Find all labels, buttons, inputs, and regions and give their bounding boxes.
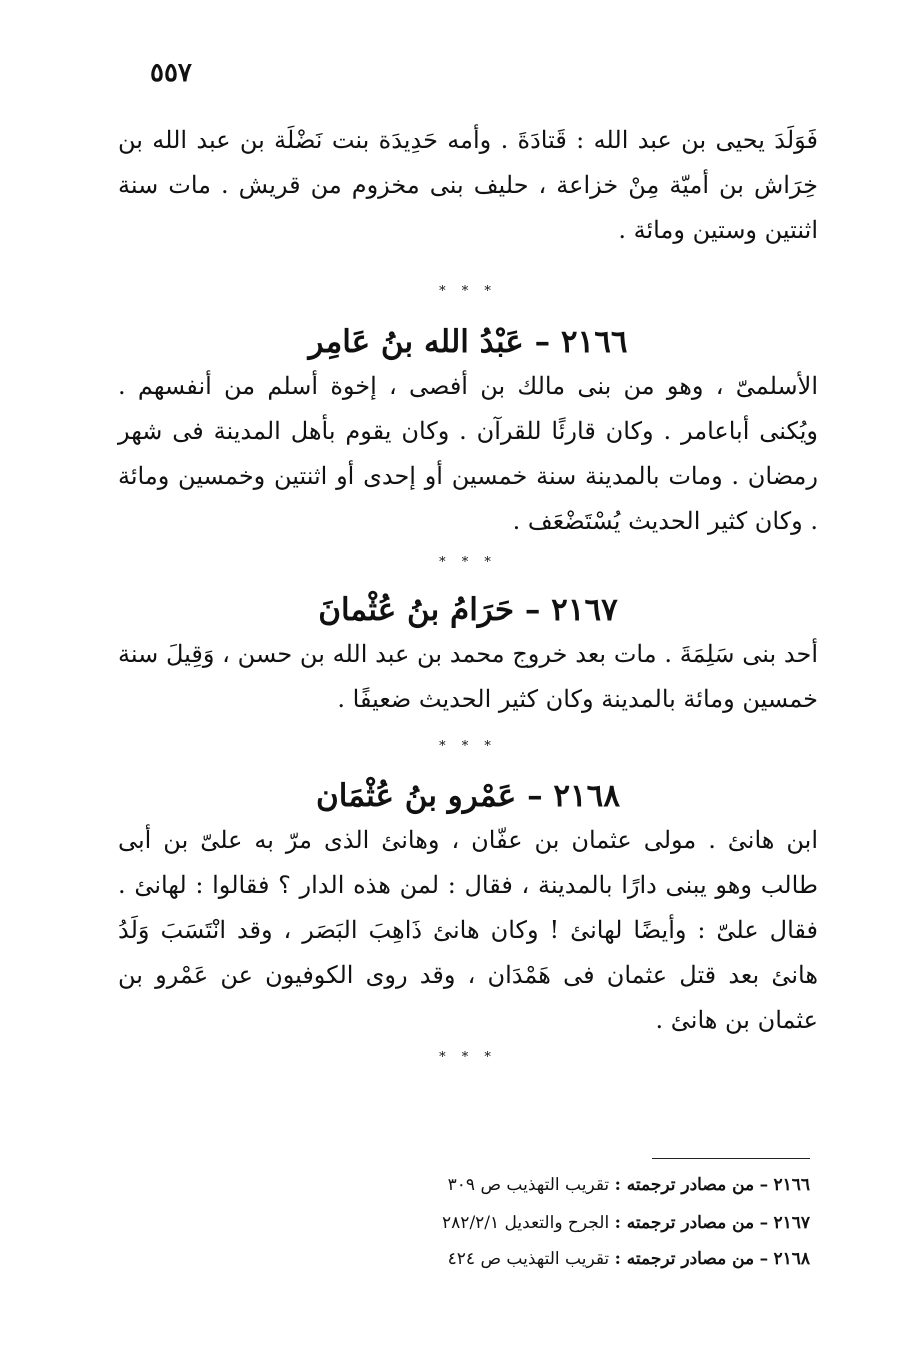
footnote-source: تقريب التهذيب ص ٤٢٤: [447, 1249, 610, 1269]
footnote-dash: –: [759, 1213, 769, 1233]
footnote-label: من مصادر ترجمته :: [614, 1213, 755, 1233]
entry-text-2167: أحد بنى سَلِمَةَ . مات بعد خروج محمد بن عبد الله بن حسن ، وَقِيلَ سنة خمسين ومائة بالمدينة وكان كثير الحديث ضعيفًا .: [118, 640, 818, 713]
entry-text-2166: الأسلمىّ ، وهو من بنى مالك بن أفصى ، إخوة أسلم من أنفسهم . ويُكنى أباعامر . وكان قارئًا للقرآن . وكان يقوم بأهل المدينة فى شهر رمضان . ومات بالمدينة سنة خمسين أو إحدى أو اثنتين وخمسين ومائة . وكان كثير الحديث يُسْتَضْعَف .: [118, 372, 819, 535]
footnote-number: ٢١٦٨: [773, 1249, 810, 1269]
footnote-label: من مصادر ترجمته :: [614, 1249, 755, 1269]
footnote-source: الجرح والتعديل ٢٨٢/٢/١: [442, 1213, 610, 1233]
footnote-label: من مصادر ترجمته :: [614, 1175, 755, 1195]
footnote-number: ٢١٦٧: [773, 1213, 810, 1233]
entry-heading-2167: ٢١٦٧ – حَرَامُ بنُ عُثْمانَ: [318, 592, 618, 628]
footnote-number: ٢١٦٦: [773, 1175, 810, 1195]
section-separator: * * *: [439, 1050, 497, 1065]
page-number: ٥٥٧: [150, 58, 192, 88]
section-separator: * * *: [439, 739, 497, 754]
entry-heading-2166: ٢١٦٦ – عَبْدُ الله بنُ عَامِر: [308, 324, 628, 360]
intro-paragraph: فَوَلَدَ يحيى بن عبد الله : قَتادَةَ . وأمه حَدِيدَة بنت نَضْلَة بن عبد الله بن خِرَاش بن أميّة مِنْ خزاعة ، حليف بنى مخزوم من قريش . مات سنة اثنتين وستين ومائة .: [118, 126, 818, 244]
footnote-2167: [300, 1210, 810, 1236]
entry-heading-2168: ٢١٦٨ – عَمْرو بنُ عُثْمَان: [316, 778, 620, 814]
footnote-dash: –: [759, 1249, 769, 1269]
section-separator: * * *: [439, 284, 497, 299]
footnote-source: تقريب التهذيب ص ٣٠٩: [447, 1175, 610, 1195]
footnote-dash: –: [759, 1175, 769, 1195]
footnote-divider: [652, 1158, 810, 1159]
footnote-2166: [300, 1172, 810, 1198]
footnote-2168: [300, 1246, 810, 1272]
section-separator: * * *: [439, 555, 497, 570]
entry-text-2168: ابن هانئ . مولى عثمان بن عفّان ، وهانئ الذى مرّ به علىّ بن أبى طالب وهو يبنى دارًا بالمدينة ، فقال : لمن هذه الدار ؟ فقالوا : لهانئ . فقال علىّ : وأيضًا لهانئ ! وكان هانئ ذَاهِبَ البَصَر ، وقد انْتَسَبَ وَلَدُ هانئ بعد قتل عثمان فى هَمْدَان ، وقد روى الكوفيون عن عَمْرو بن عثمان بن هانئ .: [118, 826, 818, 1034]
